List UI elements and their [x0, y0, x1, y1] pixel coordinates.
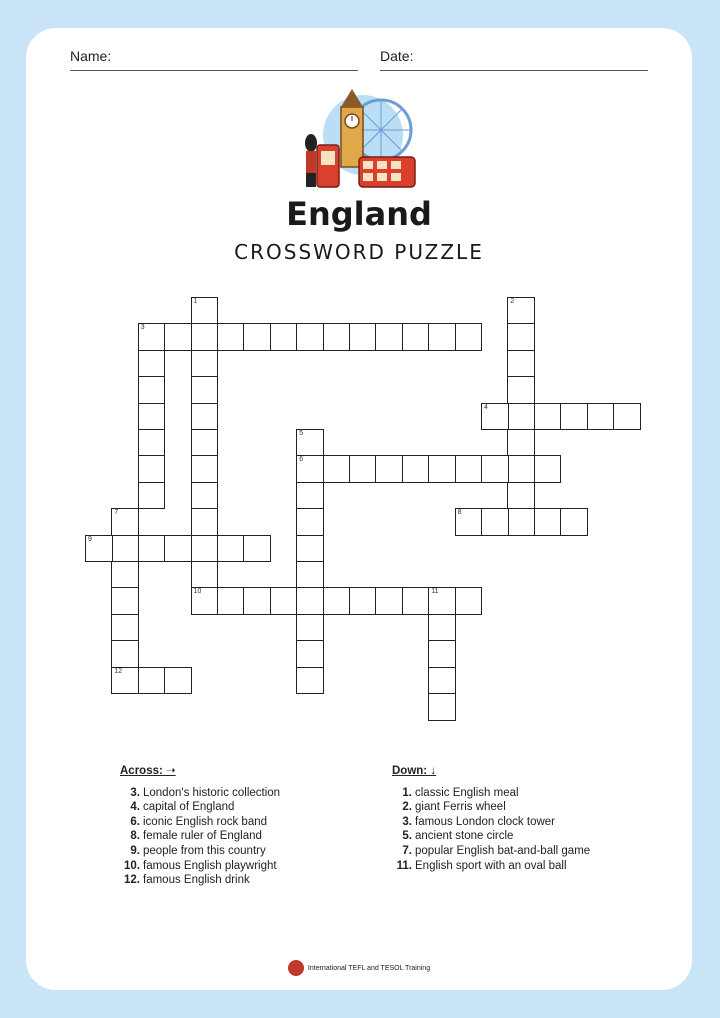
down-clue: [392, 800, 590, 815]
tefl-logo-icon: [288, 960, 304, 976]
clue-number: 9.: [130, 844, 140, 857]
down-heading: Down:: [392, 765, 428, 777]
clue-number-label: 2: [510, 298, 515, 305]
across-heading: Across:: [120, 765, 163, 777]
clue-number-label: 3: [140, 324, 145, 332]
across-clue: [120, 844, 280, 859]
clue-text: giant Ferris wheel: [415, 801, 506, 814]
clue-text: London's historic collection: [143, 786, 281, 799]
name-line: [70, 70, 358, 71]
clue-text: famous London clock tower: [415, 815, 555, 828]
clue-number-label: 12: [114, 667, 123, 675]
clue-text: famous English playwright: [143, 859, 277, 872]
across-clue: [120, 800, 280, 815]
clue-number: 11.: [396, 859, 412, 872]
down-clue: [392, 815, 590, 830]
clue-number-label: 1: [193, 298, 198, 305]
clue-text: classic English meal: [415, 786, 519, 799]
footer: [26, 960, 692, 976]
across-clue: [120, 873, 280, 888]
clue-text: capital of England: [143, 801, 235, 814]
across-clue: [120, 829, 280, 844]
clue-number: 3.: [402, 815, 412, 828]
clue-number: 5.: [402, 830, 412, 843]
clue-text: ancient stone circle: [415, 830, 514, 843]
clue-number: 10.: [124, 859, 140, 872]
clue-number: 3.: [130, 786, 140, 799]
clue-number-label: 8: [457, 509, 462, 517]
clue-number: 4.: [130, 801, 140, 814]
date-line: [380, 70, 648, 71]
clue-text: iconic English rock band: [143, 815, 268, 828]
clue-text: famous English drink: [143, 874, 250, 887]
clue-text: English sport with an oval ball: [415, 859, 567, 872]
footer-text: International TEFL and TESOL Training: [307, 964, 431, 972]
clue-number-label: 6: [299, 456, 304, 464]
clue-number-label: 5: [299, 430, 304, 437]
clue-text: popular English bat-and-ball game: [415, 844, 591, 857]
down-clue: [392, 786, 590, 801]
page-subtitle: CROSSWORD PUZZLE: [234, 240, 484, 264]
clue-number: 8.: [130, 830, 140, 843]
worksheet: [26, 28, 692, 990]
page-title: England: [286, 195, 432, 233]
across-clue: [120, 786, 280, 801]
down-clue: [392, 829, 590, 844]
down-clue: [392, 859, 590, 874]
clue-number-label: 10: [193, 588, 202, 596]
clue-number-label: 7: [114, 509, 119, 517]
date-label: Date:: [380, 48, 414, 64]
london-landmarks-illustration: [301, 85, 421, 195]
across-clue: [120, 859, 280, 874]
clue-number: 12.: [124, 874, 140, 887]
clue-text: people from this country: [143, 844, 266, 857]
clue-number: 1.: [402, 786, 412, 799]
clue-text: female ruler of England: [143, 830, 262, 843]
down-clue: [392, 844, 590, 859]
name-label: Name:: [70, 48, 112, 64]
clue-number-label: 11: [431, 588, 439, 596]
clue-number-label: 9: [88, 535, 92, 543]
clue-number: 2.: [402, 801, 412, 814]
clue-number: 7.: [402, 844, 412, 857]
clue-number: 6.: [130, 815, 140, 828]
down-clues: [392, 764, 590, 873]
arrow-right-icon: ➝: [166, 765, 176, 777]
clue-number-label: 4: [484, 403, 488, 411]
arrow-down-icon: ↓: [430, 765, 437, 777]
across-clues: [120, 764, 280, 888]
across-clue: [120, 815, 280, 830]
